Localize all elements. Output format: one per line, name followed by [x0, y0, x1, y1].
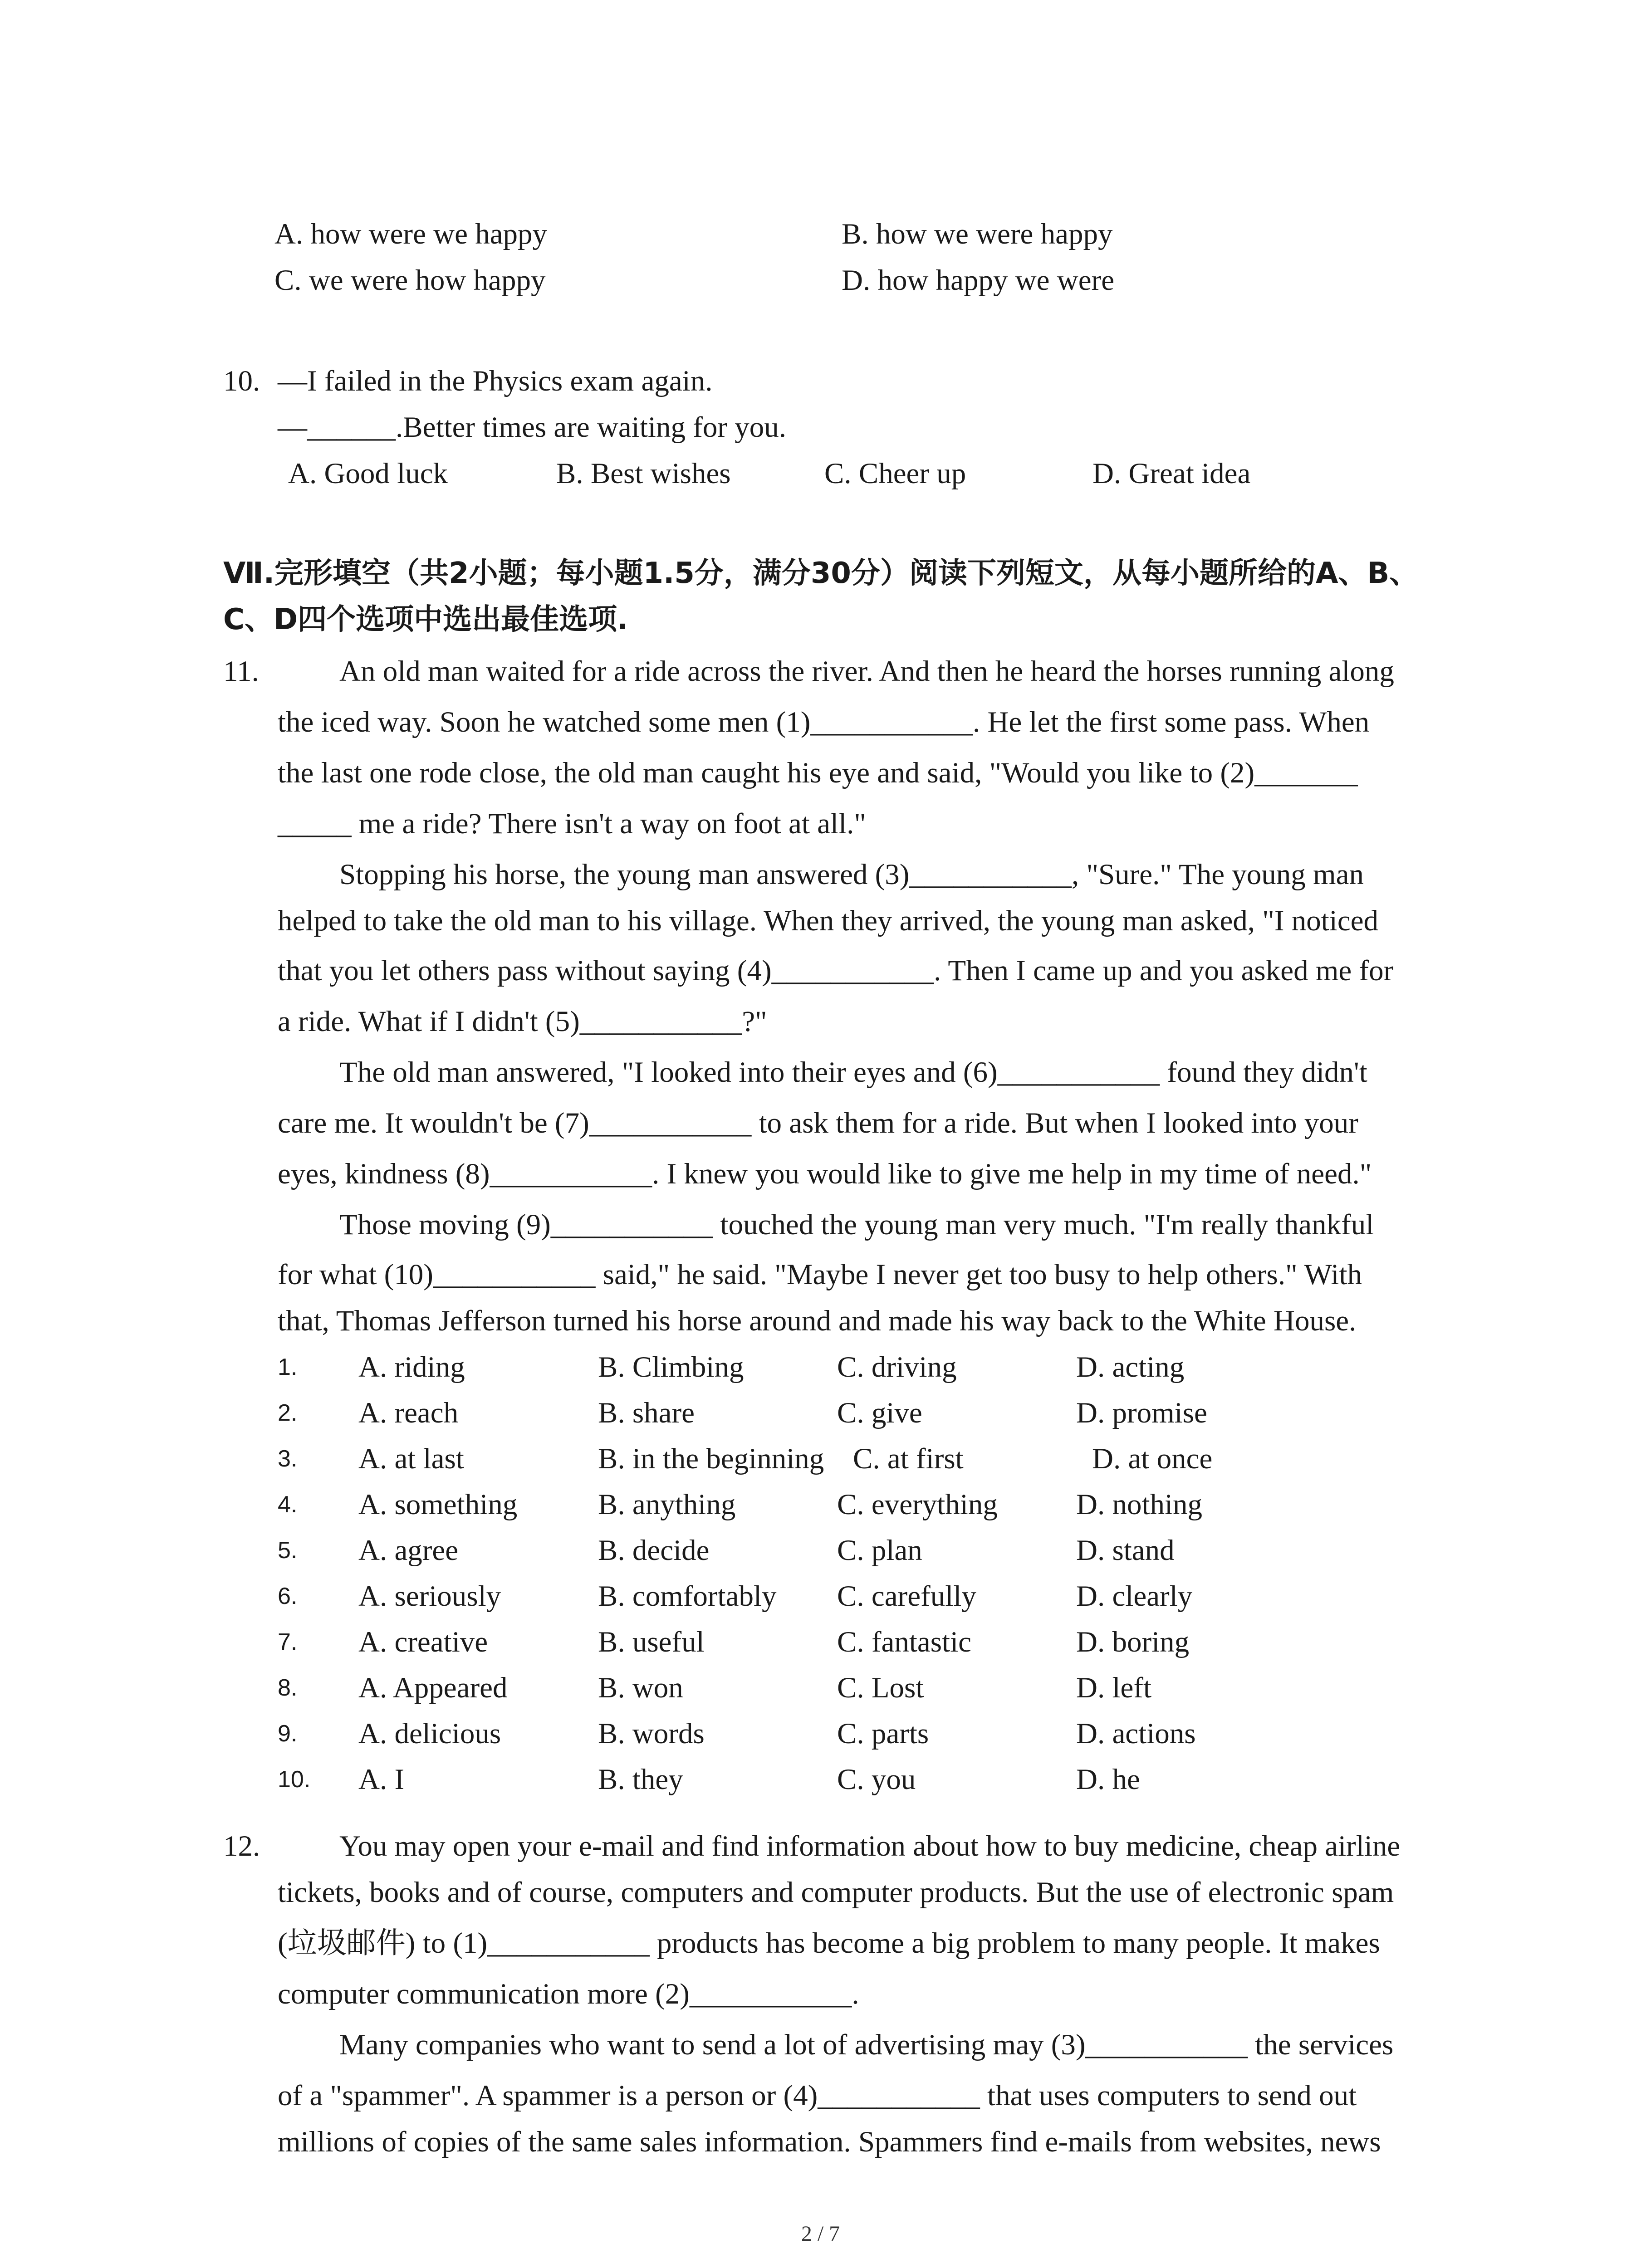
choice-number: 6.: [278, 1583, 298, 1609]
section-heading-line1: Ⅶ.完形填空（共2小题；每小题1.5分，满分30分）阅读下列短文，从每小题所给的A、B、: [223, 557, 1419, 590]
choice-a: A. Appeared: [358, 1672, 508, 1704]
choice-number: 3.: [278, 1446, 298, 1472]
q9-option-b: B. how we were happy: [842, 218, 1113, 250]
choice-number: 10.: [278, 1766, 311, 1793]
q12-line: computer communication more (2)___________.: [278, 1978, 859, 2010]
choice-c: C. fantastic: [837, 1626, 972, 1658]
q9-option-c: C. we were how happy: [274, 264, 546, 297]
choice-c: C. carefully: [837, 1580, 976, 1613]
section-heading-line2: C、D四个选项中选出最佳选项.: [223, 603, 628, 636]
q11-line: for what (10)___________ said," he said. "Maybe I never get too busy to help others." With: [278, 1258, 1362, 1291]
choice-a: A. reach: [358, 1397, 459, 1429]
q12-line: of a "spammer". A spammer is a person or (4)___________ that uses computers to send out: [278, 2079, 1357, 2112]
q10-option-d: D. Great idea: [1092, 457, 1251, 490]
choice-b: B. Climbing: [598, 1351, 744, 1383]
choice-a: A. at last: [358, 1442, 464, 1475]
choice-c: C. at first: [853, 1442, 964, 1475]
choice-b: B. share: [598, 1397, 695, 1429]
choice-number: 4.: [278, 1491, 298, 1518]
choice-a: A. agree: [358, 1534, 459, 1567]
q11-line: The old man answered, "I looked into their eyes and (6)___________ found they didn't: [339, 1056, 1367, 1089]
choice-d: D. he: [1076, 1763, 1140, 1796]
q10-line2: —______.Better times are waiting for you.: [278, 411, 786, 444]
choice-d: D. nothing: [1076, 1488, 1203, 1521]
q12-number: 12.: [223, 1830, 260, 1862]
q12-line: tickets, books and of course, computers and computer products. But the use of electronic spam: [278, 1876, 1394, 1909]
choice-c: C. plan: [837, 1534, 922, 1567]
choice-d: D. left: [1076, 1672, 1152, 1704]
choice-a: A. I: [358, 1763, 405, 1796]
choice-d: D. boring: [1076, 1626, 1190, 1658]
choice-d: D. clearly: [1076, 1580, 1193, 1613]
q11-line: that you let others pass without saying (4)___________. Then I came up and you asked me for: [278, 954, 1394, 987]
q10-number: 10.: [223, 365, 260, 397]
choice-d: D. acting: [1076, 1351, 1185, 1383]
q11-line: that, Thomas Jefferson turned his horse around and made his way back to the White House.: [278, 1305, 1357, 1337]
choice-c: C. you: [837, 1763, 916, 1796]
q11-line: care me. It wouldn't be (7)___________ to ask them for a ride. But when I looked into your: [278, 1107, 1358, 1139]
q11-line: eyes, kindness (8)___________. I knew you would like to give me help in my time of need.": [278, 1158, 1372, 1190]
choice-c: C. driving: [837, 1351, 957, 1383]
q10-option-a: A. Good luck: [288, 457, 448, 490]
choice-a: A. seriously: [358, 1580, 501, 1613]
choice-b: B. anything: [598, 1488, 736, 1521]
choice-a: A. delicious: [358, 1717, 501, 1750]
choice-d: D. at once: [1092, 1442, 1213, 1475]
choice-a: A. something: [358, 1488, 518, 1521]
choice-c: C. parts: [837, 1717, 929, 1750]
q11-line: An old man waited for a ride across the river. And then he heard the horses running along: [339, 655, 1394, 688]
q11-line: the last one rode close, the old man caught his eye and said, "Would you like to (2)_______: [278, 757, 1358, 789]
q11-line: the iced way. Soon he watched some men (1)___________. He let the first some pass. When: [278, 706, 1370, 738]
q9-option-a: A. how were we happy: [274, 218, 548, 250]
q11-line: Stopping his horse, the young man answered (3)___________, "Sure." The young man: [339, 858, 1364, 891]
page-number: 2 / 7: [801, 2222, 840, 2246]
choice-number: 7.: [278, 1629, 298, 1655]
q10-line1: —I failed in the Physics exam again.: [278, 365, 713, 397]
choice-b: B. they: [598, 1763, 683, 1796]
q11-number: 11.: [223, 655, 259, 688]
choice-a: A. creative: [358, 1626, 488, 1658]
q11-line: helped to take the old man to his village. When they arrived, the young man asked, "I noticed: [278, 904, 1379, 937]
choice-d: D. promise: [1076, 1397, 1207, 1429]
q11-line: _____ me a ride? There isn't a way on foot at all.": [278, 807, 866, 840]
choice-d: D. actions: [1076, 1717, 1196, 1750]
q12-line: Many companies who want to send a lot of advertising may (3)___________ the services: [339, 2028, 1394, 2061]
choice-b: B. decide: [598, 1534, 710, 1567]
choice-b: B. useful: [598, 1626, 705, 1658]
choice-d: D. stand: [1076, 1534, 1175, 1567]
choice-c: C. everything: [837, 1488, 998, 1521]
choice-a: A. riding: [358, 1351, 465, 1383]
choice-number: 1.: [278, 1354, 298, 1380]
choice-b: B. words: [598, 1717, 705, 1750]
choice-b: B. in the beginning: [598, 1442, 824, 1475]
choice-number: 9.: [278, 1721, 298, 1747]
q12-line: (垃圾邮件) to (1)___________ products has become a big problem to many people. It makes: [278, 1927, 1380, 1960]
q11-line: Those moving (9)___________ touched the young man very much. "I'm really thankful: [339, 1208, 1374, 1241]
q10-option-b: B. Best wishes: [556, 457, 731, 490]
q9-option-d: D. how happy we were: [842, 264, 1115, 297]
q12-line: You may open your e-mail and find information about how to buy medicine, cheap airline: [339, 1830, 1401, 1862]
choice-c: C. give: [837, 1397, 922, 1429]
choice-number: 5.: [278, 1537, 298, 1564]
choice-c: C. Lost: [837, 1672, 924, 1704]
choice-number: 8.: [278, 1675, 298, 1701]
q10-option-c: C. Cheer up: [824, 457, 966, 490]
q12-line: millions of copies of the same sales information. Spammers find e-mails from websites, news: [278, 2126, 1381, 2158]
choice-b: B. won: [598, 1672, 683, 1704]
q11-line: a ride. What if I didn't (5)___________?": [278, 1005, 767, 1038]
choice-b: B. comfortably: [598, 1580, 777, 1613]
choice-number: 2.: [278, 1400, 298, 1426]
